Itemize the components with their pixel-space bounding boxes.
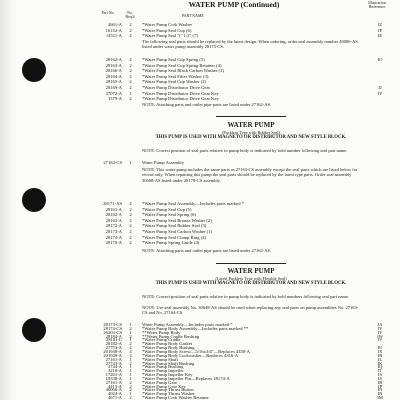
part-number: 28172-A: [105, 223, 122, 229]
part-number: 27161-A: [105, 356, 122, 362]
part-name: *Water Pump Thrust Washer: [142, 391, 195, 397]
section2-caps: THIS PUMP IS USED WITH MAGNETO OR DISTRIBUTOR AND NEW STYLE BLOCK.: [155, 135, 347, 140]
quantity-required: 2: [129, 333, 132, 339]
part-number: 28163-A: [105, 217, 122, 223]
part-number: 28171-AS: [103, 201, 122, 206]
quantity-required: 1: [129, 356, 132, 362]
part-name: *Water Pump Seal Rubber Seal (3): [142, 223, 207, 229]
part-name: *Water Pump Seal Assembly—Includes parts marked *: [142, 201, 244, 206]
parts-row: [96, 395, 392, 400]
section3-note-a: NOTE: Correct position of seal parts relative to pump body is indicated by bold numbers following seal part name.: [142, 294, 350, 299]
part-name: *Water Pump Seal Clamp Ring (4): [142, 234, 207, 240]
section3-title: WATER PUMP: [227, 267, 275, 275]
part-number: 4413-A: [107, 383, 122, 389]
parts-row: [96, 33, 392, 39]
illustration-ref: IY: [377, 325, 383, 331]
part-number: 28169-A: [105, 85, 122, 90]
quantity-required: 2: [129, 201, 132, 206]
part-name: **Water Pump Cradle Bushing: [142, 333, 200, 339]
quantity-required: 1: [129, 337, 132, 343]
illustration-ref: JA: [377, 322, 383, 327]
part-number: 28166-A: [105, 68, 122, 74]
illustration-ref: IZ: [377, 22, 383, 27]
quantity-required: 1: [129, 90, 132, 96]
part-name: *Water Pump Bushing: [142, 364, 184, 370]
part-number: 201949-A: [103, 352, 122, 358]
illustration-ref: IQ: [377, 364, 383, 370]
part-name: *Water Pump Thrust Button: [142, 387, 194, 393]
illustration-ref: IX: [377, 348, 383, 354]
quantity-required: 1: [129, 391, 132, 397]
quantity-required: 2: [129, 33, 132, 39]
parts-row: [96, 240, 392, 246]
part-number: 4024-A: [107, 391, 122, 397]
col-part-no: Part No.: [101, 11, 115, 15]
illustration-ref: IT: [377, 368, 383, 374]
part-name: *Water Pump Seal Spring (6): [142, 212, 196, 218]
part-name: *Water Pump Body Lockwasher—Replaces 4316-A: [142, 352, 239, 358]
part-name: *Water Pump Impeller Key: [142, 372, 193, 378]
illustration-ref: IU: [377, 345, 383, 351]
col-no-reqd: No. Req'd: [125, 11, 135, 20]
quantity-required: 1: [129, 364, 132, 370]
part-number: 27743-A: [105, 360, 122, 366]
part-number: 27753-A: [105, 345, 122, 351]
part-name: *Water Pump Body Screw—5/16x3/4"—Replaces 4358-A: [142, 348, 250, 354]
part-name: *Water Pump Seal "(" 1/2" (7): [142, 33, 198, 39]
part-number: 28181-C: [105, 337, 122, 343]
part-name: *Water Pump Distributor Drive Gear Key: [142, 90, 219, 96]
quantity-required: 2: [129, 85, 132, 90]
quantity-required: 2: [129, 325, 132, 331]
part-number: 28174-A: [105, 234, 122, 240]
part-number: 28162-A: [105, 212, 122, 218]
part-name: *Water Pump Distributor Drive Gear Key: [142, 96, 219, 102]
binder-hole: [22, 318, 46, 342]
part-number: 28184-A: [105, 333, 122, 339]
section-divider: [216, 263, 286, 264]
section1-note-a: The following seal parts should be replaced by the latest design. When ordering, order seal assembly number 40086-AS listed under water pump assembly 28175-CS.: [142, 39, 358, 50]
quantity-required: 2: [129, 383, 132, 389]
section2-title: WATER PUMP: [227, 121, 275, 129]
part-name: *Water Pump Seal Bronze Washer (2): [142, 217, 212, 223]
part-number: 19338-A: [105, 375, 122, 381]
illustration-ref: IV: [377, 337, 383, 343]
part-name: *Water Pump Spring Guide (4): [142, 240, 200, 246]
illustration-ref: IN: [377, 391, 383, 397]
part-name: *Water Pump Seal Cup Spring (5): [142, 57, 205, 62]
illustration-ref: IO: [377, 57, 383, 62]
illustration-ref: IW: [377, 333, 383, 339]
part-number: 28163-A: [105, 62, 122, 68]
part-number: 28161-A: [105, 206, 122, 212]
quantity-required: 1: [129, 329, 132, 335]
parts-row: [96, 96, 392, 102]
part-name: *Water Pump Seal Cup (6): [142, 27, 192, 33]
illustration-ref: IS: [377, 375, 383, 381]
part-name: *Water Pump Gear: [142, 379, 178, 385]
part-name: *Water Pump Shaft: [142, 356, 178, 362]
part-number: 16152-A: [105, 27, 122, 33]
part-name: *Water Pump Seal Carbon Washer (1): [142, 229, 212, 234]
quantity-required: 2: [129, 345, 132, 351]
quantity-required: 2: [129, 341, 132, 347]
col-part-name: PART NAME: [182, 14, 204, 18]
quantity-required: 2: [129, 234, 132, 240]
part-number: 28170-A: [105, 240, 122, 246]
part-number: 201948-A: [103, 348, 122, 354]
binder-hole: [22, 188, 46, 212]
part-number: 4661-A: [107, 22, 122, 27]
part-number: 14511-A: [105, 33, 122, 39]
section2-subtitle: (Packless Type with Rubber Seal): [221, 130, 281, 135]
page-edge-shadow: [0, 0, 14, 400]
parts-row: [96, 160, 392, 166]
part-number: 28174-CS: [103, 325, 122, 331]
page-title: WATER PUMP (Continued): [188, 0, 280, 9]
illustration-ref: IM: [377, 395, 383, 400]
part-number: 2744-A: [107, 364, 122, 370]
quantity-required: 2: [129, 68, 132, 74]
illustration-ref: IJ: [378, 85, 382, 90]
part-number: 3210-A: [107, 368, 122, 374]
part-name: *Water Pump Impeller Pin—Replaces 28174-A: [142, 375, 230, 381]
part-name: *Water Pump Seal Black Carbon Washer (1): [142, 68, 224, 74]
quantity-required: 2: [129, 387, 132, 393]
quantity-required: 2: [129, 395, 132, 400]
part-name: *Water Pump Cork Washer: [142, 22, 193, 27]
part-number: 17261-A: [105, 372, 122, 378]
part-number: 27072-A: [105, 90, 122, 96]
quantity-required: 2: [129, 22, 132, 27]
part-name: *Water Pump Cradle: [142, 337, 181, 343]
part-number: 27164-CS: [103, 160, 122, 165]
part-name: *Water Pump Distributor Drive Gear: [142, 85, 211, 90]
part-number: 27161-A: [105, 379, 122, 385]
quantity-required: 2: [129, 229, 132, 234]
part-name: *Water Pump Seal Filter Washer (3): [142, 73, 209, 79]
part-name: *Water Pump Body Bushing: [142, 345, 195, 351]
quantity-required: 2: [129, 79, 132, 85]
section3-caps: THIS PUMP IS USED WITH MAGNETO OR DISTRIBUTOR AND NEW STYLE BLOCK.: [155, 281, 347, 286]
quantity-required: 1: [129, 375, 132, 381]
section3-note-b: NOTE: Use seal assembly No. 30648-AS should be used when replacing any seal parts on pump assemblies No. 27163-CS and No. 27164-CS.: [142, 305, 359, 316]
quantity-required: 2: [129, 62, 132, 68]
part-name: **Water Pump Body: [142, 329, 181, 335]
illustration-ref: IE: [377, 33, 383, 39]
quantity-required: 2: [129, 206, 132, 212]
part-name: *Water Pump Body Gasket: [142, 341, 193, 347]
parts-list-sheet: [96, 0, 392, 400]
section2-note-b: NOTE: This water pump includes the same parts as 27163-CS assembly except the seal parts which are listed below for record only. When repairing this pump the seal parts should be replaced by the latest type parts. Order seal assembly 30608-AS listed under 28178-CS assembly.: [142, 167, 358, 183]
part-number: 28173-CS: [103, 322, 122, 327]
part-name: *Water Pump Gear Key: [142, 383, 186, 389]
part-number: 4671-A: [107, 395, 122, 400]
binder-holes: [22, 0, 46, 400]
part-name: *Water Pump Seal Cup (5): [142, 206, 192, 212]
illustration-ref: IN: [377, 387, 383, 393]
quantity-required: 1: [129, 368, 132, 374]
quantity-required: 2: [129, 240, 132, 246]
illustration-reference-header: Illustration Reference: [368, 0, 386, 10]
quantity-required: 4: [129, 348, 132, 354]
part-number: 28165-A: [105, 79, 122, 85]
section1-note-b: NOTE: Attaching parts and outlet pipe parts are listed under 27162-AS.: [142, 102, 272, 107]
section2-note-a: NOTE: Correct position of seal parts relative to pump body is indicated by bold number following seal part name.: [142, 148, 348, 153]
illustration-ref: IL: [377, 356, 383, 362]
part-name: Water Pump Assembly—Includes parts marked *: [142, 322, 233, 327]
quantity-required: 2: [129, 360, 132, 366]
illustration-ref: IK: [377, 360, 383, 366]
quantity-required: 2: [129, 57, 132, 62]
quantity-required: 4: [129, 352, 132, 358]
quantity-required: 2: [129, 217, 132, 223]
part-number: 28182-A: [105, 341, 122, 347]
part-name: *Water Pump Body Assembly—Includes parts marked **: [142, 325, 249, 331]
section2-note-c: NOTE: Attaching parts and outlet pipe parts are listed under 27162-AS.: [142, 248, 272, 253]
binder-hole: [22, 58, 46, 82]
quantity-required: 1: [129, 160, 132, 165]
illustration-ref: IF: [377, 27, 383, 33]
part-number: 28162-A: [105, 57, 122, 62]
quantity-required: 1: [129, 322, 132, 327]
part-number: 26203-CS: [103, 329, 122, 335]
quantity-required: 2: [129, 379, 132, 385]
part-number: 1579-A: [107, 96, 122, 102]
illustration-ref: IP: [377, 383, 383, 389]
part-name: *Water Pump Impeller: [142, 368, 184, 374]
section-divider: [216, 116, 286, 117]
quantity-required: 2: [129, 212, 132, 218]
illustration-ref: IY: [377, 329, 383, 335]
part-number: 28164-A: [105, 73, 122, 79]
part-number: 40066-A: [105, 387, 122, 393]
quantity-required: 2: [129, 27, 132, 33]
part-number: 28173-A: [105, 229, 122, 234]
part-name: Water Pump Assembly: [142, 160, 184, 165]
part-name: *Water Pump Seal Cup Spring Retainer (4): [142, 62, 222, 68]
illustration-ref: IB: [377, 352, 383, 358]
quantity-required: 2: [129, 73, 132, 79]
quantity-required: 2: [129, 223, 132, 229]
illustration-ref: IY: [377, 90, 383, 96]
quantity-required: 2: [129, 96, 132, 102]
section3-subtitle: (Latest Packless Type with Flexible Seal): [215, 276, 287, 281]
part-name: *Water Pump Cork Washer Retainer: [142, 395, 209, 400]
illustration-ref: IR: [377, 379, 383, 385]
part-name: *Water Pump Seal Cup Washer (2): [142, 79, 207, 85]
illustration-ref: IS: [377, 372, 383, 378]
quantity-required: 1: [129, 372, 132, 378]
part-name: *Water Pump Shaft Bushing: [142, 360, 195, 366]
